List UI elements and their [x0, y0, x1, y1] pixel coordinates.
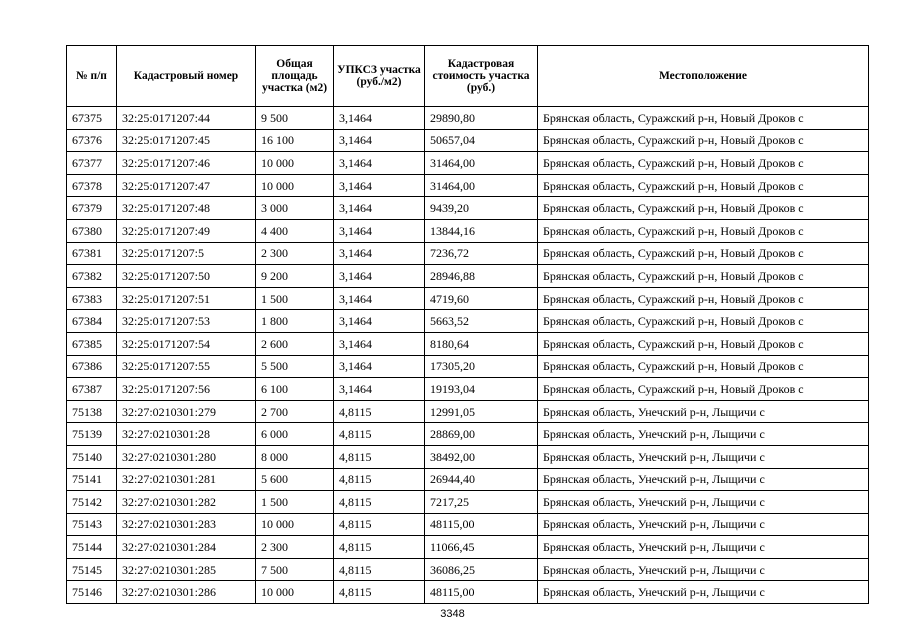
cell-upksz: 3,1464: [334, 152, 425, 175]
cell-number: 67381: [67, 242, 117, 265]
cell-cadastral-value: 17305,20: [425, 355, 538, 378]
cell-upksz: 3,1464: [334, 197, 425, 220]
table-row: [67, 197, 869, 220]
cell-area: 10 000: [256, 174, 334, 197]
table-row: [67, 491, 869, 514]
cell-location: Брянская область, Суражский р-н, Новый Дроков с: [538, 355, 869, 378]
cell-upksz: 3,1464: [334, 219, 425, 242]
cell-location: Брянская область, Суражский р-н, Новый Дроков с: [538, 219, 869, 242]
cell-upksz: 3,1464: [334, 265, 425, 288]
cell-cadastral-value: 29890,80: [425, 107, 538, 130]
cell-cadastral-number: 32:27:0210301:286: [117, 581, 256, 604]
cell-cadastral-number: 32:25:0171207:44: [117, 107, 256, 130]
cell-upksz: 3,1464: [334, 174, 425, 197]
cell-area: 7 500: [256, 558, 334, 581]
cell-cadastral-value: 19193,04: [425, 378, 538, 401]
cell-cadastral-number: 32:25:0171207:5: [117, 242, 256, 265]
table-row: [67, 400, 869, 423]
cell-area: 6 000: [256, 423, 334, 446]
cell-location: Брянская область, Суражский р-н, Новый Дроков с: [538, 197, 869, 220]
cell-area: 16 100: [256, 129, 334, 152]
header-column-cadastral-value: Кадастровая стоимость участка (руб.): [425, 46, 538, 107]
cell-upksz: 3,1464: [334, 378, 425, 401]
cell-upksz: 4,8115: [334, 491, 425, 514]
table-row: [67, 129, 869, 152]
table-row: [67, 355, 869, 378]
cell-number: 75146: [67, 581, 117, 604]
cell-cadastral-value: 48115,00: [425, 581, 538, 604]
cell-cadastral-value: 12991,05: [425, 400, 538, 423]
cell-cadastral-number: 32:25:0171207:47: [117, 174, 256, 197]
cell-cadastral-number: 32:25:0171207:49: [117, 219, 256, 242]
header-row: [67, 46, 869, 107]
cell-location: Брянская область, Суражский р-н, Новый Дроков с: [538, 152, 869, 175]
table-row: [67, 332, 869, 355]
cell-area: 1 500: [256, 287, 334, 310]
cell-number: 75141: [67, 468, 117, 491]
cell-number: 75138: [67, 400, 117, 423]
cell-number: 67384: [67, 310, 117, 333]
cell-location: Брянская область, Унечский р-н, Лыщичи с: [538, 581, 869, 604]
cell-cadastral-number: 32:27:0210301:285: [117, 558, 256, 581]
cell-area: 10 000: [256, 152, 334, 175]
cell-number: 75145: [67, 558, 117, 581]
cell-number: 67380: [67, 219, 117, 242]
cell-cadastral-number: 32:27:0210301:283: [117, 513, 256, 536]
cell-upksz: 3,1464: [334, 332, 425, 355]
table-row: [67, 152, 869, 175]
cell-cadastral-value: 8180,64: [425, 332, 538, 355]
cell-location: Брянская область, Унечский р-н, Лыщичи с: [538, 445, 869, 468]
cell-cadastral-value: 28869,00: [425, 423, 538, 446]
cell-upksz: 3,1464: [334, 107, 425, 130]
table-row: [67, 581, 869, 604]
table-row: [67, 265, 869, 288]
table-row: [67, 242, 869, 265]
cell-upksz: 3,1464: [334, 287, 425, 310]
cell-location: Брянская область, Суражский р-н, Новый Дроков с: [538, 129, 869, 152]
cell-upksz: 4,8115: [334, 558, 425, 581]
cell-number: 67383: [67, 287, 117, 310]
table-header: [67, 46, 869, 107]
cell-location: Брянская область, Суражский р-н, Новый Дроков с: [538, 265, 869, 288]
cell-cadastral-number: 32:27:0210301:284: [117, 536, 256, 559]
table-row: [67, 536, 869, 559]
cell-cadastral-value: 4719,60: [425, 287, 538, 310]
header-column-upksz: УПКСЗ участка (руб./м2): [334, 46, 425, 107]
cell-upksz: 3,1464: [334, 355, 425, 378]
table-row: [67, 378, 869, 401]
cell-number: 67382: [67, 265, 117, 288]
table-row: [67, 287, 869, 310]
header-column-cadastral-number: Кадастровый номер: [117, 46, 256, 107]
cell-location: Брянская область, Суражский р-н, Новый Дроков с: [538, 332, 869, 355]
cell-area: 2 300: [256, 242, 334, 265]
cell-cadastral-value: 38492,00: [425, 445, 538, 468]
cell-number: 67376: [67, 129, 117, 152]
cell-location: Брянская область, Суражский р-н, Новый Дроков с: [538, 174, 869, 197]
cell-location: Брянская область, Суражский р-н, Новый Дроков с: [538, 310, 869, 333]
cell-area: 5 600: [256, 468, 334, 491]
cell-cadastral-value: 9439,20: [425, 197, 538, 220]
cell-area: 2 700: [256, 400, 334, 423]
table-row: [67, 468, 869, 491]
table-row: [67, 219, 869, 242]
cell-area: 1 800: [256, 310, 334, 333]
cell-cadastral-number: 32:25:0171207:53: [117, 310, 256, 333]
cell-location: Брянская область, Суражский р-н, Новый Дроков с: [538, 242, 869, 265]
cell-cadastral-number: 32:25:0171207:51: [117, 287, 256, 310]
cell-cadastral-value: 13844,16: [425, 219, 538, 242]
table-body: [67, 107, 869, 604]
cell-cadastral-value: 26944,40: [425, 468, 538, 491]
cell-cadastral-number: 32:25:0171207:54: [117, 332, 256, 355]
header-column-location: Местоположение: [538, 46, 869, 107]
cell-area: 1 500: [256, 491, 334, 514]
cell-number: 67377: [67, 152, 117, 175]
cell-upksz: 4,8115: [334, 400, 425, 423]
cell-area: 5 500: [256, 355, 334, 378]
cell-area: 3 000: [256, 197, 334, 220]
cell-location: Брянская область, Унечский р-н, Лыщичи с: [538, 423, 869, 446]
cell-number: 67378: [67, 174, 117, 197]
header-column-area: Общая площадь участка (м2): [256, 46, 334, 107]
cell-upksz: 4,8115: [334, 536, 425, 559]
cell-cadastral-number: 32:25:0171207:45: [117, 129, 256, 152]
cell-location: Брянская область, Унечский р-н, Лыщичи с: [538, 491, 869, 514]
cell-number: 75139: [67, 423, 117, 446]
cell-cadastral-number: 32:25:0171207:55: [117, 355, 256, 378]
cell-number: 67379: [67, 197, 117, 220]
cell-number: 67386: [67, 355, 117, 378]
cell-cadastral-number: 32:27:0210301:281: [117, 468, 256, 491]
cell-cadastral-number: 32:27:0210301:279: [117, 400, 256, 423]
cell-location: Брянская область, Суражский р-н, Новый Дроков с: [538, 287, 869, 310]
cell-area: 4 400: [256, 219, 334, 242]
cell-cadastral-value: 50657,04: [425, 129, 538, 152]
table-row: [67, 445, 869, 468]
table-row: [67, 513, 869, 536]
cell-upksz: 4,8115: [334, 581, 425, 604]
cell-number: 75140: [67, 445, 117, 468]
table-row: [67, 423, 869, 446]
cell-cadastral-number: 32:27:0210301:28: [117, 423, 256, 446]
cell-cadastral-value: 28946,88: [425, 265, 538, 288]
cell-number: 75143: [67, 513, 117, 536]
cadastral-table: [66, 45, 869, 604]
page-number: 3348: [440, 608, 465, 620]
cell-area: 8 000: [256, 445, 334, 468]
cell-upksz: 4,8115: [334, 468, 425, 491]
table-row: [67, 107, 869, 130]
cell-cadastral-number: 32:25:0171207:56: [117, 378, 256, 401]
table-row: [67, 310, 869, 333]
cell-upksz: 4,8115: [334, 445, 425, 468]
cell-area: 2 600: [256, 332, 334, 355]
cell-cadastral-number: 32:27:0210301:280: [117, 445, 256, 468]
cell-cadastral-number: 32:25:0171207:50: [117, 265, 256, 288]
header-column-number: № п/п: [67, 46, 117, 107]
cell-number: 67375: [67, 107, 117, 130]
table-row: [67, 174, 869, 197]
cell-upksz: 4,8115: [334, 423, 425, 446]
cell-number: 75144: [67, 536, 117, 559]
cell-cadastral-number: 32:25:0171207:48: [117, 197, 256, 220]
cell-upksz: 3,1464: [334, 242, 425, 265]
cell-cadastral-value: 36086,25: [425, 558, 538, 581]
cell-number: 75142: [67, 491, 117, 514]
cell-upksz: 3,1464: [334, 129, 425, 152]
cell-area: 2 300: [256, 536, 334, 559]
cell-area: 6 100: [256, 378, 334, 401]
cell-cadastral-value: 31464,00: [425, 174, 538, 197]
cell-area: 10 000: [256, 513, 334, 536]
cell-cadastral-value: 7217,25: [425, 491, 538, 514]
cell-upksz: 3,1464: [334, 310, 425, 333]
cell-cadastral-value: 11066,45: [425, 536, 538, 559]
cell-location: Брянская область, Суражский р-н, Новый Дроков с: [538, 378, 869, 401]
cell-cadastral-value: 5663,52: [425, 310, 538, 333]
cell-location: Брянская область, Суражский р-н, Новый Дроков с: [538, 107, 869, 130]
cell-cadastral-value: 31464,00: [425, 152, 538, 175]
cell-location: Брянская область, Унечский р-н, Лыщичи с: [538, 513, 869, 536]
cell-cadastral-value: 7236,72: [425, 242, 538, 265]
cell-area: 9 200: [256, 265, 334, 288]
cell-upksz: 4,8115: [334, 513, 425, 536]
cell-area: 9 500: [256, 107, 334, 130]
cell-number: 67387: [67, 378, 117, 401]
cell-cadastral-number: 32:27:0210301:282: [117, 491, 256, 514]
cell-area: 10 000: [256, 581, 334, 604]
cell-cadastral-value: 48115,00: [425, 513, 538, 536]
table-row: [67, 558, 869, 581]
cell-number: 67385: [67, 332, 117, 355]
cell-location: Брянская область, Унечский р-н, Лыщичи с: [538, 400, 869, 423]
cell-location: Брянская область, Унечский р-н, Лыщичи с: [538, 558, 869, 581]
cell-location: Брянская область, Унечский р-н, Лыщичи с: [538, 536, 869, 559]
cell-location: Брянская область, Унечский р-н, Лыщичи с: [538, 468, 869, 491]
cell-cadastral-number: 32:25:0171207:46: [117, 152, 256, 175]
